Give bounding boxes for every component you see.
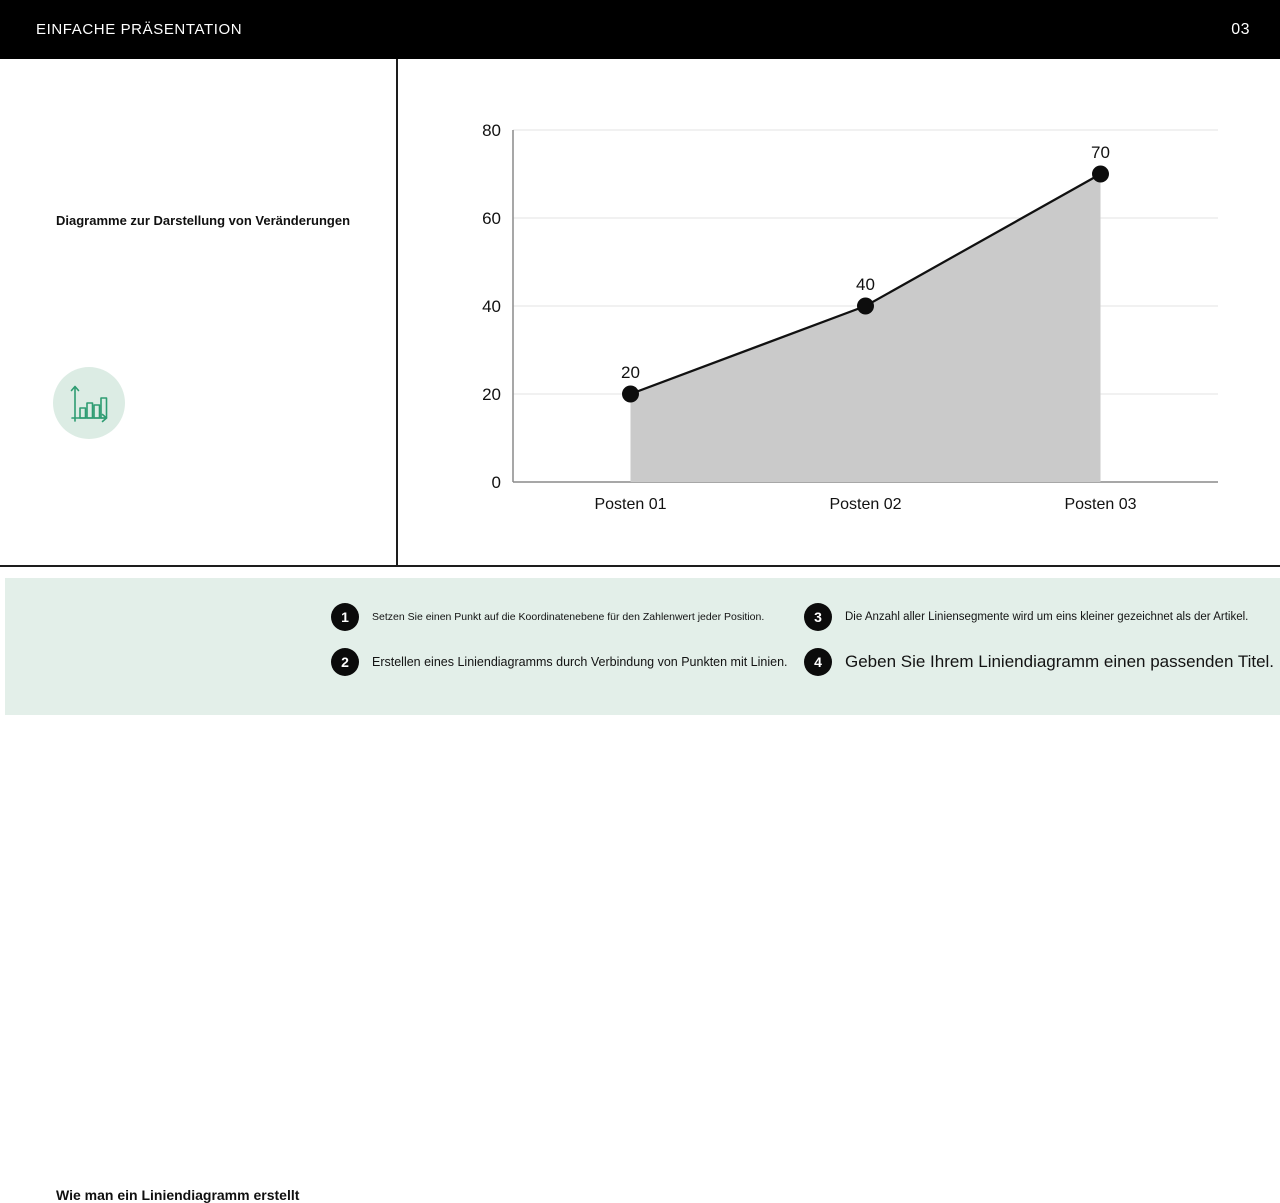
area-fill — [631, 174, 1101, 482]
step-number-badge: 2 — [331, 648, 359, 676]
bar-chart-icon — [53, 367, 125, 439]
data-point — [857, 298, 874, 315]
page-number: 03 — [1231, 20, 1250, 38]
y-tick-label: 20 — [482, 385, 501, 404]
y-tick-label: 0 — [491, 473, 501, 492]
step-text: Setzen Sie einen Punkt auf die Koordinatenebene für den Zahlenwert jeder Position. — [372, 611, 765, 623]
y-tick-label: 60 — [482, 209, 501, 228]
step-item — [331, 648, 788, 676]
line-chart — [400, 61, 1280, 563]
step-number-badge: 3 — [804, 603, 832, 631]
bar-chart-icon-glyph — [67, 381, 111, 425]
category-label: Posten 02 — [829, 496, 902, 513]
step-number-badge: 4 — [804, 648, 832, 676]
presentation-title: EINFACHE PRÄSENTATION — [36, 21, 243, 38]
horizontal-divider — [0, 565, 1280, 567]
step-text: Die Anzahl aller Liniensegmente wird um eins kleiner gezeichnet als der Artikel. — [845, 611, 1249, 623]
value-label: 70 — [1091, 143, 1110, 162]
step-item — [804, 648, 1274, 676]
instructions-panel — [5, 578, 1280, 1203]
category-label: Posten 03 — [1064, 496, 1137, 513]
step-item — [331, 603, 764, 631]
header-bar — [0, 0, 1280, 59]
value-label: 40 — [856, 275, 875, 294]
instructions-title: Wie man ein Liniendiagramm erstellt — [56, 1187, 300, 1203]
value-label: 20 — [621, 363, 640, 382]
section-title: Diagramme zur Darstellung von Veränderungen — [56, 213, 351, 228]
data-point — [622, 386, 639, 403]
data-point — [1092, 166, 1109, 183]
y-tick-label: 40 — [482, 297, 501, 316]
step-item — [804, 603, 1248, 631]
y-tick-label: 80 — [482, 121, 501, 140]
step-number-badge: 1 — [331, 603, 359, 631]
step-text: Erstellen eines Liniendiagramms durch Verbindung von Punkten mit Linien. — [372, 655, 788, 669]
step-text: Geben Sie Ihrem Liniendiagramm einen passenden Titel. — [845, 652, 1275, 671]
category-label: Posten 01 — [594, 496, 667, 513]
vertical-divider — [396, 59, 398, 565]
